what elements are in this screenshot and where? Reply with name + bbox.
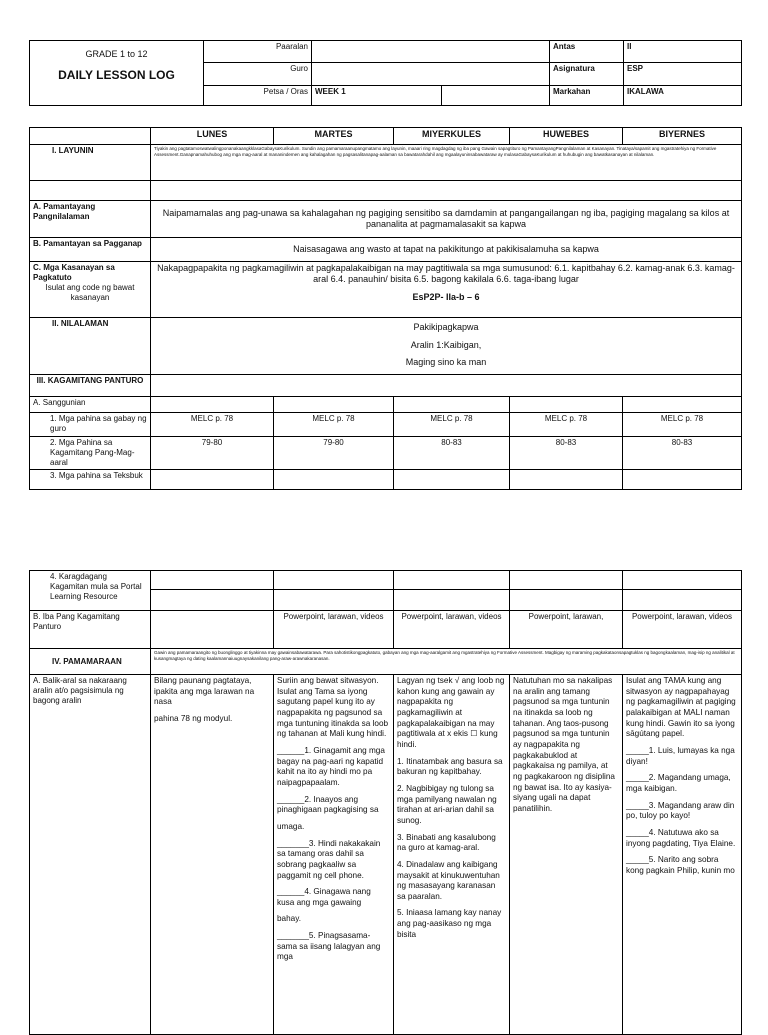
paaralan-label: Paaralan <box>204 41 312 63</box>
iba-lunes <box>151 611 274 649</box>
kagamitan-biyernes: 80-83 <box>623 437 742 470</box>
grade-label: GRADE 1 to 12 <box>85 48 148 59</box>
karagdagang-cell <box>623 571 742 590</box>
antas-value: II <box>624 41 742 63</box>
petsa-label: Petsa / Oras <box>204 85 312 105</box>
sanggunian-cell <box>394 397 510 413</box>
corner-cell <box>30 128 151 145</box>
karagdagang-cell <box>510 571 623 590</box>
document-title: DAILY LESSON LOG <box>58 68 175 83</box>
kasanayan-cell <box>151 262 742 318</box>
miyerkules-line: Lagyan ng tsek √ ang loob ng kahon kung ang gawain ay nagpapakita ng pagkamagiliwin at pagkapalakaibigan na may pagtitiwala at x ekis ☐ kung hindi. <box>397 676 505 749</box>
kagamitan-huwebes: 80-83 <box>510 437 623 470</box>
miyerkules-line: 2. Nagbibigay ng tulong sa mga pamilyang nawalan ng tirahan at ari-arian dahil sa sunog. <box>397 783 497 825</box>
gabay-huwebes: MELC p. 78 <box>510 413 623 437</box>
header-title-cell <box>30 41 204 106</box>
teksbuk-cell <box>394 470 510 490</box>
martes-line: ______4. Ginagawa nang kusa ang mga gawaing <box>277 887 371 907</box>
miyerkules-line: 3. Binabati ang kasalubong na guro at kamag-aral. <box>397 832 496 853</box>
kagamitan-blank <box>151 375 742 397</box>
blank-label <box>30 181 151 201</box>
nilalaman-label: II. NILALAMAN <box>30 318 151 375</box>
asignatura-value: ESP <box>624 63 742 85</box>
petsa-extra <box>442 85 550 105</box>
pamamaraan-note: Gawin ang pamamaraangito ng buonglinggo at tiyakinna may gawainsabawatarawa. Para sahotistikongpagkatuto, gabayan ang mga mag-aaralgamit ang mgastratehiya ng Formative Assessment. Magbigay ng maraming pagkakataonsapagtuklas ng bagongkaalaman, mag-isip ng analitikal at kusangmagtaya ng dating kaalamannaiuugnaysakanilang pang-araw-arawnakaranasan. <box>151 649 742 675</box>
biyernes-line: _____4. Natutuwa ako sa inyong pagdating, Tiya Elaine. <box>626 827 736 848</box>
gabay-lunes: MELC p. 78 <box>151 413 274 437</box>
martes-line: ______1. Ginagamit ang mga bagay na pag-aari ng kapatid kahit na ito ay hindi mo pa naipagpapaalam. <box>277 745 385 787</box>
kasanayan-label-cell <box>30 262 151 318</box>
day-martes: MARTES <box>274 128 394 145</box>
lunes-line: Bilang paunang pagtataya, ipakita ang mga larawan na nasa <box>154 676 255 707</box>
sanggunian-cell <box>623 397 742 413</box>
nilalaman-cell <box>151 318 742 375</box>
kagamitan-mag-aaral-label: 2. Mga Pahina sa Kagamitang Pang-Mag-aaral <box>30 437 151 470</box>
teksbuk-cell <box>510 470 623 490</box>
biyernes-line: _____5. Narito ang sobra kong pagkain Philip, kunin mo <box>626 855 735 875</box>
kagamitan-lunes: 79-80 <box>151 437 274 470</box>
layunin-note: Tiyakin ang pagtatamoswatwalingponanakaangkklasaGabaysaKurikulum. Sundin ang pamamaraanupangmatamo ang layunin, maaari ring magdagdag ng iba pang Gawain sapagtituro ng PamantayangPangnilalaman at Kasanayan. Tinataya/sapamit ang mgastratehiya ng Formative Assessment.Ganapnamahuhubog ang mga mag-aaral at mananindemen ang kahalagahan ng pagsasalitanapag-aalaman sa bawatarahdahil ang mgaalayuninsabawataraw ay mulasaGabaysaKurikulum at huhubugin ang bawatkasanayan at nilalaman. <box>151 145 742 181</box>
blank-row <box>151 181 742 201</box>
karagdagang-cell <box>274 590 394 611</box>
iba-miyerkules: Powerpoint, larawan, videos <box>394 611 510 649</box>
gabay-miyerkules: MELC p. 78 <box>394 413 510 437</box>
kasanayan-text: Nakapagpapakita ng pagkamagiliwin at pagkapalakaibigan na may pagtitiwala sa mga sumusunod: 6.1. kapitbahay 6.2. kamag-anak 6.3. kamag-aral 6.4. panauhin/ bisita 6.5. bagong kakilala 6.6. taga-ibang lugar <box>157 263 735 285</box>
martes-line: ______2. Inaayos ang pinaghigaan pagkagising sa <box>277 794 379 815</box>
lesson-table-1 <box>29 127 742 490</box>
biyernes-line: _____1. Luis, lumayas ka nga diyan! <box>626 745 735 766</box>
day-biyernes: BIYERNES <box>623 128 742 145</box>
header-table <box>29 40 742 106</box>
martes-line: _______5. Pinagsasama-sama sa iisang lalagyan ang mga <box>277 931 381 962</box>
markahan-label: Markahan <box>550 85 624 105</box>
karagdagang-cell <box>274 571 394 590</box>
martes-line: bahay. <box>277 914 301 924</box>
petsa-value: WEEK 1 <box>312 85 442 105</box>
paaralan-value <box>312 41 550 63</box>
markahan-value: IKALAWA <box>624 85 742 105</box>
miyerkules-line: 5. Iniaasa lamang kay nanay ang pag-aasikaso ng mga bisita <box>397 908 502 939</box>
sanggunian-label: A. Sanggunian <box>30 397 151 413</box>
teksbuk-cell <box>151 470 274 490</box>
biyernes-line: _____3. Magandang araw din po, tuloy po kayo! <box>626 800 735 821</box>
antas-label: Antas <box>550 41 624 63</box>
martes-line: Suriin ang bawat sitwasyon. Isulat ang Tama sa iyong sagutang papel kung ito ay nagpapakita ng pagsunod sa mga tuntuning itinakda sa loob ng tahanan at Mali kung hindi. <box>277 676 389 739</box>
pangnilalaman-label: A. Pamantayang Pangnilalaman <box>30 201 151 238</box>
karagdagang-cell <box>510 590 623 611</box>
pagganap-text: Naisasagawa ang wasto at tapat na pakikitungo at pakikisalamuha sa kapwa <box>151 238 742 262</box>
iba-label: B. Iba Pang Kagamitang Panturo <box>30 611 151 649</box>
teksbuk-label: 3. Mga pahina sa Teksbuk <box>30 470 151 490</box>
gabay-martes: MELC p. 78 <box>274 413 394 437</box>
karagdagang-cell <box>394 571 510 590</box>
layunin-label: I. LAYUNIN <box>30 145 151 181</box>
balik-aral-huwebes <box>510 675 623 1035</box>
day-miyerkules: MIYERKULES <box>394 128 510 145</box>
nilalaman-line-1: Pakikipagkapwa <box>413 322 479 332</box>
miyerkules-line: 4. Dinadalaw ang kaibigang maysakit at kinukuwentuhan ng masasayang karanasan sa paaralan. <box>397 859 500 901</box>
kasanayan-code: EsP2P- IIa-b – 6 <box>412 291 480 302</box>
iba-huwebes: Powerpoint, larawan, <box>510 611 623 649</box>
day-lunes: LUNES <box>151 128 274 145</box>
sanggunian-cell <box>510 397 623 413</box>
iba-biyernes: Powerpoint, larawan, videos <box>623 611 742 649</box>
karagdagang-label: 4. Karagdagang Kagamitan mula sa Portal Learning Resource <box>30 571 151 611</box>
day-huwebes: HUWEBES <box>510 128 623 145</box>
karagdagang-cell <box>151 590 274 611</box>
lesson-table-2 <box>29 570 742 1035</box>
balik-aral-martes <box>274 675 394 1035</box>
miyerkules-line: 1. Itinatambak ang basura sa bakuran ng kapitbahay. <box>397 756 503 777</box>
gabay-biyernes: MELC p. 78 <box>623 413 742 437</box>
balik-aral-label: A. Balik-aral sa nakaraang aralin at/o pagsisimula ng bagong aralin <box>30 675 151 1035</box>
lunes-line: pahina 78 ng modyul. <box>154 713 233 723</box>
karagdagang-cell <box>623 590 742 611</box>
sanggunian-cell <box>151 397 274 413</box>
pangnilalaman-text: Naipamamalas ang pag-unawa sa kahalagahan ng pagiging sensitibo sa damdamin at pangangailangan ng iba, pagiging magalang sa kilos at pananalita at pagmamalasakit sa kapwa <box>151 201 742 238</box>
sanggunian-cell <box>274 397 394 413</box>
asignatura-label: Asignatura <box>550 63 624 85</box>
balik-aral-lunes <box>151 675 274 1035</box>
gabay-label: 1. Mga pahina sa gabay ng guro <box>30 413 151 437</box>
karagdagang-cell <box>151 571 274 590</box>
nilalaman-line-2: Aralin 1:Kaibigan, <box>410 339 482 350</box>
karagdagang-cell <box>394 590 510 611</box>
balik-aral-biyernes <box>623 675 742 1035</box>
martes-line: _______3. Hindi nakakakain sa tamang oras dahil sa sobrang pagkaaliw sa paggamit ng cell phone. <box>277 838 381 880</box>
huwebes-line: Natutuhan mo sa nakalipas na aralin ang tamang pagsunod sa mga tuntunin na itinakda sa loob ng tahanan. Ang taos-pusong pagsunod sa mga tuntunin ay nagpapakita ng pagkakabuklod at pagkakaisa ng pamilya, at ng pagkakaroon ng disiplina ng bawat isa. Ito ay kasiya-siyang ugali na dapat panatilihin. <box>513 676 615 813</box>
guro-value <box>312 63 550 85</box>
kagamitan-label: III. KAGAMITANG PANTURO <box>30 375 151 397</box>
biyernes-line: Isulat ang TAMA kung ang sitwasyon ay nagpapahayag ng pagkamagiliwin at pagiging palakaibigan at MALI naman kung hindi. Gawin ito sa iyong sāgútang papel. <box>626 676 736 739</box>
biyernes-line: _____2. Magandang umaga, mga kaibigan. <box>626 773 731 793</box>
kagamitan-martes: 79-80 <box>274 437 394 470</box>
guro-label: Guro <box>204 63 312 85</box>
balik-aral-miyerkules <box>394 675 510 1035</box>
pamamaraan-label: IV. PAMAMARAAN <box>30 649 151 675</box>
teksbuk-cell <box>274 470 394 490</box>
kasanayan-label: C. Mga Kasanayan sa Pagkatuto <box>33 263 115 282</box>
nilalaman-line-3: Maging sino ka man <box>405 357 487 368</box>
kagamitan-miyerkules: 80-83 <box>394 437 510 470</box>
pagganap-label: B. Pamantayan sa Pagganap <box>30 238 151 262</box>
kasanayan-sublabel: Isulat ang code ng bawat kasanayan <box>45 283 135 302</box>
iba-martes: Powerpoint, larawan, videos <box>274 611 394 649</box>
teksbuk-cell <box>623 470 742 490</box>
martes-line: umaga. <box>277 821 305 831</box>
